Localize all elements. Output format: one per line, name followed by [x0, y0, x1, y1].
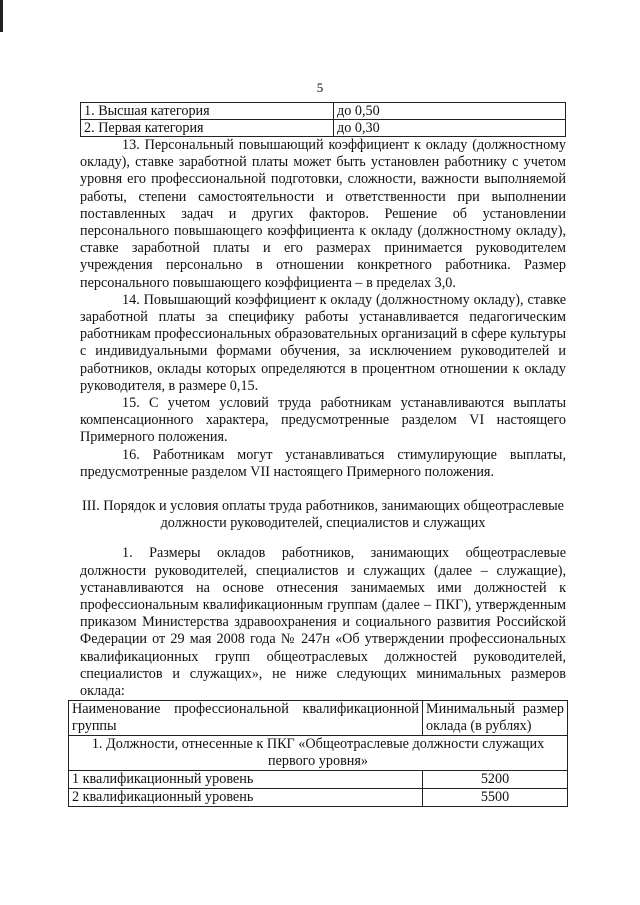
category-value: до 0,30	[334, 120, 566, 137]
table-group-row	[69, 736, 568, 771]
category-value: до 0,50	[334, 103, 566, 120]
table-row	[69, 771, 568, 789]
table-row	[81, 120, 566, 137]
paragraph-16: 16. Работникам могут устанавливаться стимулирующие выплаты, предусмотренные разделом VII настоящего Примерного положения.	[80, 446, 566, 480]
table-row	[69, 789, 568, 807]
category-coefficient-table	[80, 102, 566, 137]
paragraph-15: 15. С учетом условий труда работникам устанавливаются выплаты компенсационного характера, предусмотренные разделом VI настоящего Примерного положения.	[80, 395, 566, 446]
column-header-group: Наименование профессиональной квалификационной группы	[69, 701, 423, 736]
table-header-row	[69, 701, 568, 736]
category-name: 1. Высшая категория	[81, 103, 334, 120]
qualification-level: 2 квалификационный уровень	[69, 789, 423, 807]
min-salary: 5500	[423, 789, 568, 807]
page-number: 5	[316, 80, 324, 95]
paragraph-13: 13. Персональный повышающий коэффициент к окладу (должностному окладу), ставке заработной платы может быть установлен работнику с учетом уровня его профессиональной подготовки, сложности, важности выполняемой работы, степени самостоятельности и ответственности при выполнении поставленных задач и других факторов. Решение об установлении персонального повышающего коэффициента к окладу (должностному окладу), ставке заработной платы и его размерах принимается руководителем учреждения персонально в отношении конкретного работника. Размер персонального повышающего коэффициента – в пределах 3,0.	[80, 137, 566, 291]
salary-table	[68, 700, 568, 807]
paragraph-14: 14. Повышающий коэффициент к окладу (должностному окладу), ставке заработной платы за специфику работы устанавливается педагогическим работникам профессиональных образовательных организаций в сфере культуры с индивидуальными формами обучения, за исключением руководителей и работников, оклады которых определяются в процентном отношении к окладу руководителя, в размере 0,15.	[80, 291, 566, 394]
section-title: III. Порядок и условия оплаты труда работников, занимающих общеотраслевые должности руководителей, специалистов и служащих	[82, 498, 564, 532]
category-name: 2. Первая категория	[81, 120, 334, 137]
section-paragraph-1: 1. Размеры окладов работников, занимающих общеотраслевые должности руководителей, специалистов и служащих (далее – служащие), устанавливаются на основе отнесения занимаемых ими должностей к профессиональным квалификационным группам (далее – ПКГ), утвержденным приказом Министерства здравоохранения и социального развития Российской Федерации от 29 мая 2008 года № 247н «Об утверждении профессиональных квалификационных групп общеотраслевых должностей руководителей, специалистов и служащих», не ниже следующих минимальных размеров оклада:	[80, 545, 566, 700]
table-row	[81, 103, 566, 120]
group-title: 1. Должности, отнесенные к ПКГ «Общеотраслевые должности служащих первого уровня»	[69, 736, 568, 771]
qualification-level: 1 квалификационный уровень	[69, 771, 423, 789]
scan-edge-mark	[0, 0, 3, 32]
column-header-salary: Минимальный размер оклада (в рублях)	[423, 701, 568, 736]
document-body	[72, 102, 566, 807]
min-salary: 5200	[423, 771, 568, 789]
